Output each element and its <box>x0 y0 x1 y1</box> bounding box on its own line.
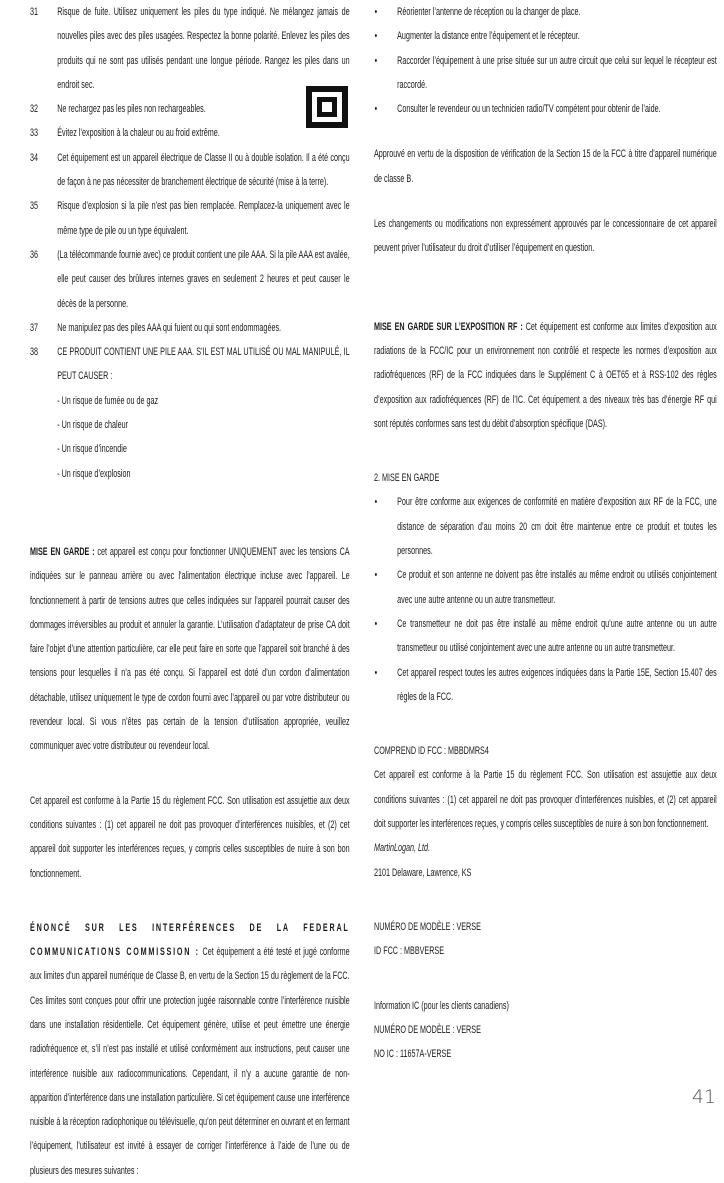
list-item <box>30 340 350 389</box>
bullet-icon: • <box>374 666 378 679</box>
rf-text: Cet équipement est conforme aux limites d’exposition aux radiations de la FCC/IC pour un environnement non contrôlé et respecte les normes d’exposition aux radiofréquences (RF) de la FCC indiquées dans le Supplément C à OET65 et à RSS-102 des règles d’exposition aux radiofréquences (RF) de l’IC. Cet équipement a des niveaux très bas d’énergie RF qui sont réputés conformes sans test du débit d’absorption spécifique (DAS). <box>374 320 717 430</box>
rf-exposure-paragraph <box>374 315 717 436</box>
bullet-icon: • <box>374 569 378 582</box>
caution2-text: Pour être conforme aux exigences de conformité en matière d’exposition aux RF de la FCC, une distance de séparation d’au moins 20 cm doit être maintenue entre ce produit et toutes les personnes. <box>397 496 717 558</box>
item-text: Risque d’explosion si la pile n’est pas bien remplacée. Remplacez-la uniquement avec le même type de pile ou un type équivalent. <box>57 200 350 237</box>
measure-item <box>374 49 717 98</box>
caution2-item <box>374 661 717 710</box>
risk-item: - Un risque de fumée ou de gaz <box>57 394 159 407</box>
item-number: 34 <box>30 151 39 164</box>
item-text: Ne rechargez pas les piles non rechargeables. <box>57 103 206 116</box>
fcc-id: ID FCC : MBBVERSE <box>374 945 445 958</box>
item-text: CE PRODUIT CONTIENT UNE PILE AAA. S’IL EST MAL UTILISÉ OU MAL MANIPULÉ, IL PEUT CAUSER : <box>57 346 350 383</box>
changes-paragraph: Les changements ou modifications non expressément approuvés par le concessionnaire de cet appareil peuvent priver l’utilisateur du droit d’utiliser l’équipement en question. <box>374 218 717 255</box>
fcc-interference-paragraph <box>30 916 350 1183</box>
caution2-item <box>374 612 717 661</box>
measure-text: Augmenter la distance entre l’équipement et le récepteur. <box>397 30 580 43</box>
company-address: 2101 Delaware, Lawrence, KS <box>374 866 472 879</box>
item-text: Risque de fuite. Utilisez uniquement les piles du type indiqué. Ne mélangez jamais de nouvelles piles avec des piles usagées. Respectez la bonne polarité. Enlevez les piles des produits qui ne sont pas utilisés pendant une longue période. Rangez les piles dans un endroit sec. <box>57 6 350 91</box>
item-text: Évitez l’exposition à la chaleur ou au froid extrême. <box>57 127 220 140</box>
list-item <box>30 243 350 316</box>
double-insulation-icon <box>306 86 348 128</box>
bullet-icon: • <box>374 103 378 116</box>
fcc-heading: ÉNONCÉ SUR LES INTERFÉRENCES DE LA FEDERAL COMMUNICATIONS COMMISSION : <box>30 921 350 959</box>
item-number: 31 <box>30 6 39 18</box>
bullet-icon: • <box>374 54 378 67</box>
caution-heading: MISE EN GARDE : <box>30 545 95 558</box>
caution2-text: Cet appareil respect toutes les autres exigences indiquées dans la Partie 15E, Section 15.407 des règles de la FCC. <box>397 666 717 703</box>
model-number-ic: NUMÉRO DE MODÈLE : VERSE <box>374 1023 481 1036</box>
approved-paragraph: Approuvé en vertu de la disposition de vérification de la Section 15 de la FCC à titre d’appareil numérique de classe B. <box>374 148 717 185</box>
page-number: 41 <box>691 1086 716 1108</box>
item-number: 38 <box>30 346 39 359</box>
ic-number: NO IC : 11657A-VERSE <box>374 1048 452 1061</box>
list-item <box>30 121 350 145</box>
caution2-title: 2. MISE EN GARDE <box>374 472 440 485</box>
measure-text: Raccorder l’équipement à une prise située sur un autre circuit que celui sur lequel le récepteur est raccordé. <box>397 54 717 91</box>
caution2-item <box>374 490 717 563</box>
fcc-part15-paragraph: Cet appareil est conforme à la Partie 15 du règlement FCC. Son utilisation est assujettie aux deux conditions suivantes : (1) cet appareil ne doit pas provoquer d’interférences nuisibles, et (2) cet appareil doit supporter les interférences reçues, y compris celles susceptibles de nuire à son bon fonctionnement. <box>30 794 350 880</box>
caution2-item <box>374 563 717 612</box>
rf-heading: MISE EN GARDE SUR L’EXPOSITION RF : <box>374 320 523 333</box>
part15-paragraph: Cet appareil est conforme à la Partie 15 du règlement FCC. Son utilisation est assujettie aux deux conditions suivantes : (1) cet appareil ne doit pas provoquer d’interférences nuisibles, et (2) cet appareil doit supporter les interférences reçues, y compris celles susceptibles de nuire à son bon fonctionnement. <box>374 769 717 831</box>
item-number: 32 <box>30 103 39 116</box>
list-item <box>30 146 350 195</box>
company-name: MartinLogan, Ltd. <box>374 842 431 855</box>
item-text: (La télécommande fournie avec) ce produit contient une pile AAA. Si la pile AAA est avalée, elle peut causer des brûlures internes graves en seulement 2 heures et peut causer le décès de la personne. <box>57 248 350 310</box>
measure-item <box>374 0 717 24</box>
measure-text: Consulter le revendeur ou un technicien radio/TV compétent pour obtenir de l’aide. <box>397 103 661 116</box>
caution-text: cet appareil est conçu pour fonctionner UNIQUEMENT avec les tensions CA indiquées sur le panneau arrière ou avec l’alimentation électrique incluse avec l’appareil. Le fonctionnement à partir de tensions autres que celles indiquées sur l’appareil pourrait causer des dommages irréversibles au produit et annuler la garantie. L’utilisation d’adaptateur de prise CA doit faire l’objet d’une attention particulière, car elle peut faire en sorte que l’appareil soit branché à des tensions pour lesquelles il n’a pas été conçu. Si l’appareil est doté d’un cordon d’alimentation détachable, utilisez uniquement le type de cordon fourni avec l’appareil ou par votre distributeur ou revendeur local. Si vous n’êtes pas certain de la tension d’utilisation appropriée, veuillez communiquer avec votre distributeur ou revendeur local. <box>30 545 350 753</box>
bullet-icon: • <box>374 30 378 43</box>
left-column <box>30 0 350 1183</box>
caution2-text: Ce produit et son antenne ne doivent pas être installés au même endroit ou utilisés conjointement avec une autre antenne ou un autre transmetteur. <box>397 569 717 606</box>
item-number: 33 <box>30 127 39 140</box>
item-text: Cet équipement est un appareil électrique de Classe II ou à double isolation. Il a été conçu de façon à ne pas nécessiter de branchement électrique de sécurité (mise à la terre). <box>57 151 350 189</box>
right-column <box>374 0 717 1066</box>
risk-item: - Un risque de chaleur <box>57 419 129 432</box>
contains-fcc-id: COMPREND ID FCC : MBBDMRS4 <box>374 745 489 758</box>
model-number: NUMÉRO DE MODÈLE : VERSE <box>374 920 481 933</box>
measure-text: Réorienter l’antenne de réception ou la changer de place. <box>397 6 581 18</box>
list-item <box>30 0 350 97</box>
item-number: 35 <box>30 200 39 213</box>
risk-item: - Un risque d’incendie <box>57 443 127 456</box>
item-number: 36 <box>30 248 39 261</box>
caution-paragraph <box>30 540 350 759</box>
measure-item <box>374 97 717 121</box>
bullet-icon: • <box>374 617 378 630</box>
bullet-icon: • <box>374 6 378 18</box>
bullet-icon: • <box>374 496 378 509</box>
list-item <box>30 194 350 243</box>
item-number: 37 <box>30 321 39 334</box>
measure-item <box>374 24 717 48</box>
ic-info: Information IC (pour les clients canadiens) <box>374 999 509 1012</box>
list-item <box>30 97 350 121</box>
list-item <box>30 316 350 340</box>
item-text: Ne manipulez pas des piles AAA qui fuient ou qui sont endommagées. <box>57 321 282 334</box>
caution2-text: Ce transmetteur ne doit pas être installé au même endroit qu’une autre antenne ou un autre transmetteur ou utilisé conjointement avec une autre antenne ou un autre transmetteur. <box>397 617 717 655</box>
fcc-text: Cet équipement a été testé et jugé conforme aux limites d’un appareil numérique de Classe B, en vertu de la Section 15 du règlement de la FCC. Ces limites sont conçues pour offrir une protection jugée raisonnable contre l’interférence nuisible dans une installation résidentielle. Cet équipement génère, utilise et peut émettre une énergie radiofréquence et, s’il n’est pas installé et utilisé conformément aux instructions, peut causer une interférence nuisible aux radiocommunications. Cependant, il n’y a aucune garantie de non-apparition d’interférence dans une installation particulière. Si cet équipement cause une interférence nuisible à la réception radiophonique ou télévisuelle, qu’on peut déterminer en ouvrant et en fermant l’équipement, l’utilisateur est invité à essayer de corriger l’interférence à l’aide de l’une ou de plusieurs des mesures suivantes : <box>30 946 350 1177</box>
risk-item: - Un risque d’explosion <box>57 467 131 480</box>
